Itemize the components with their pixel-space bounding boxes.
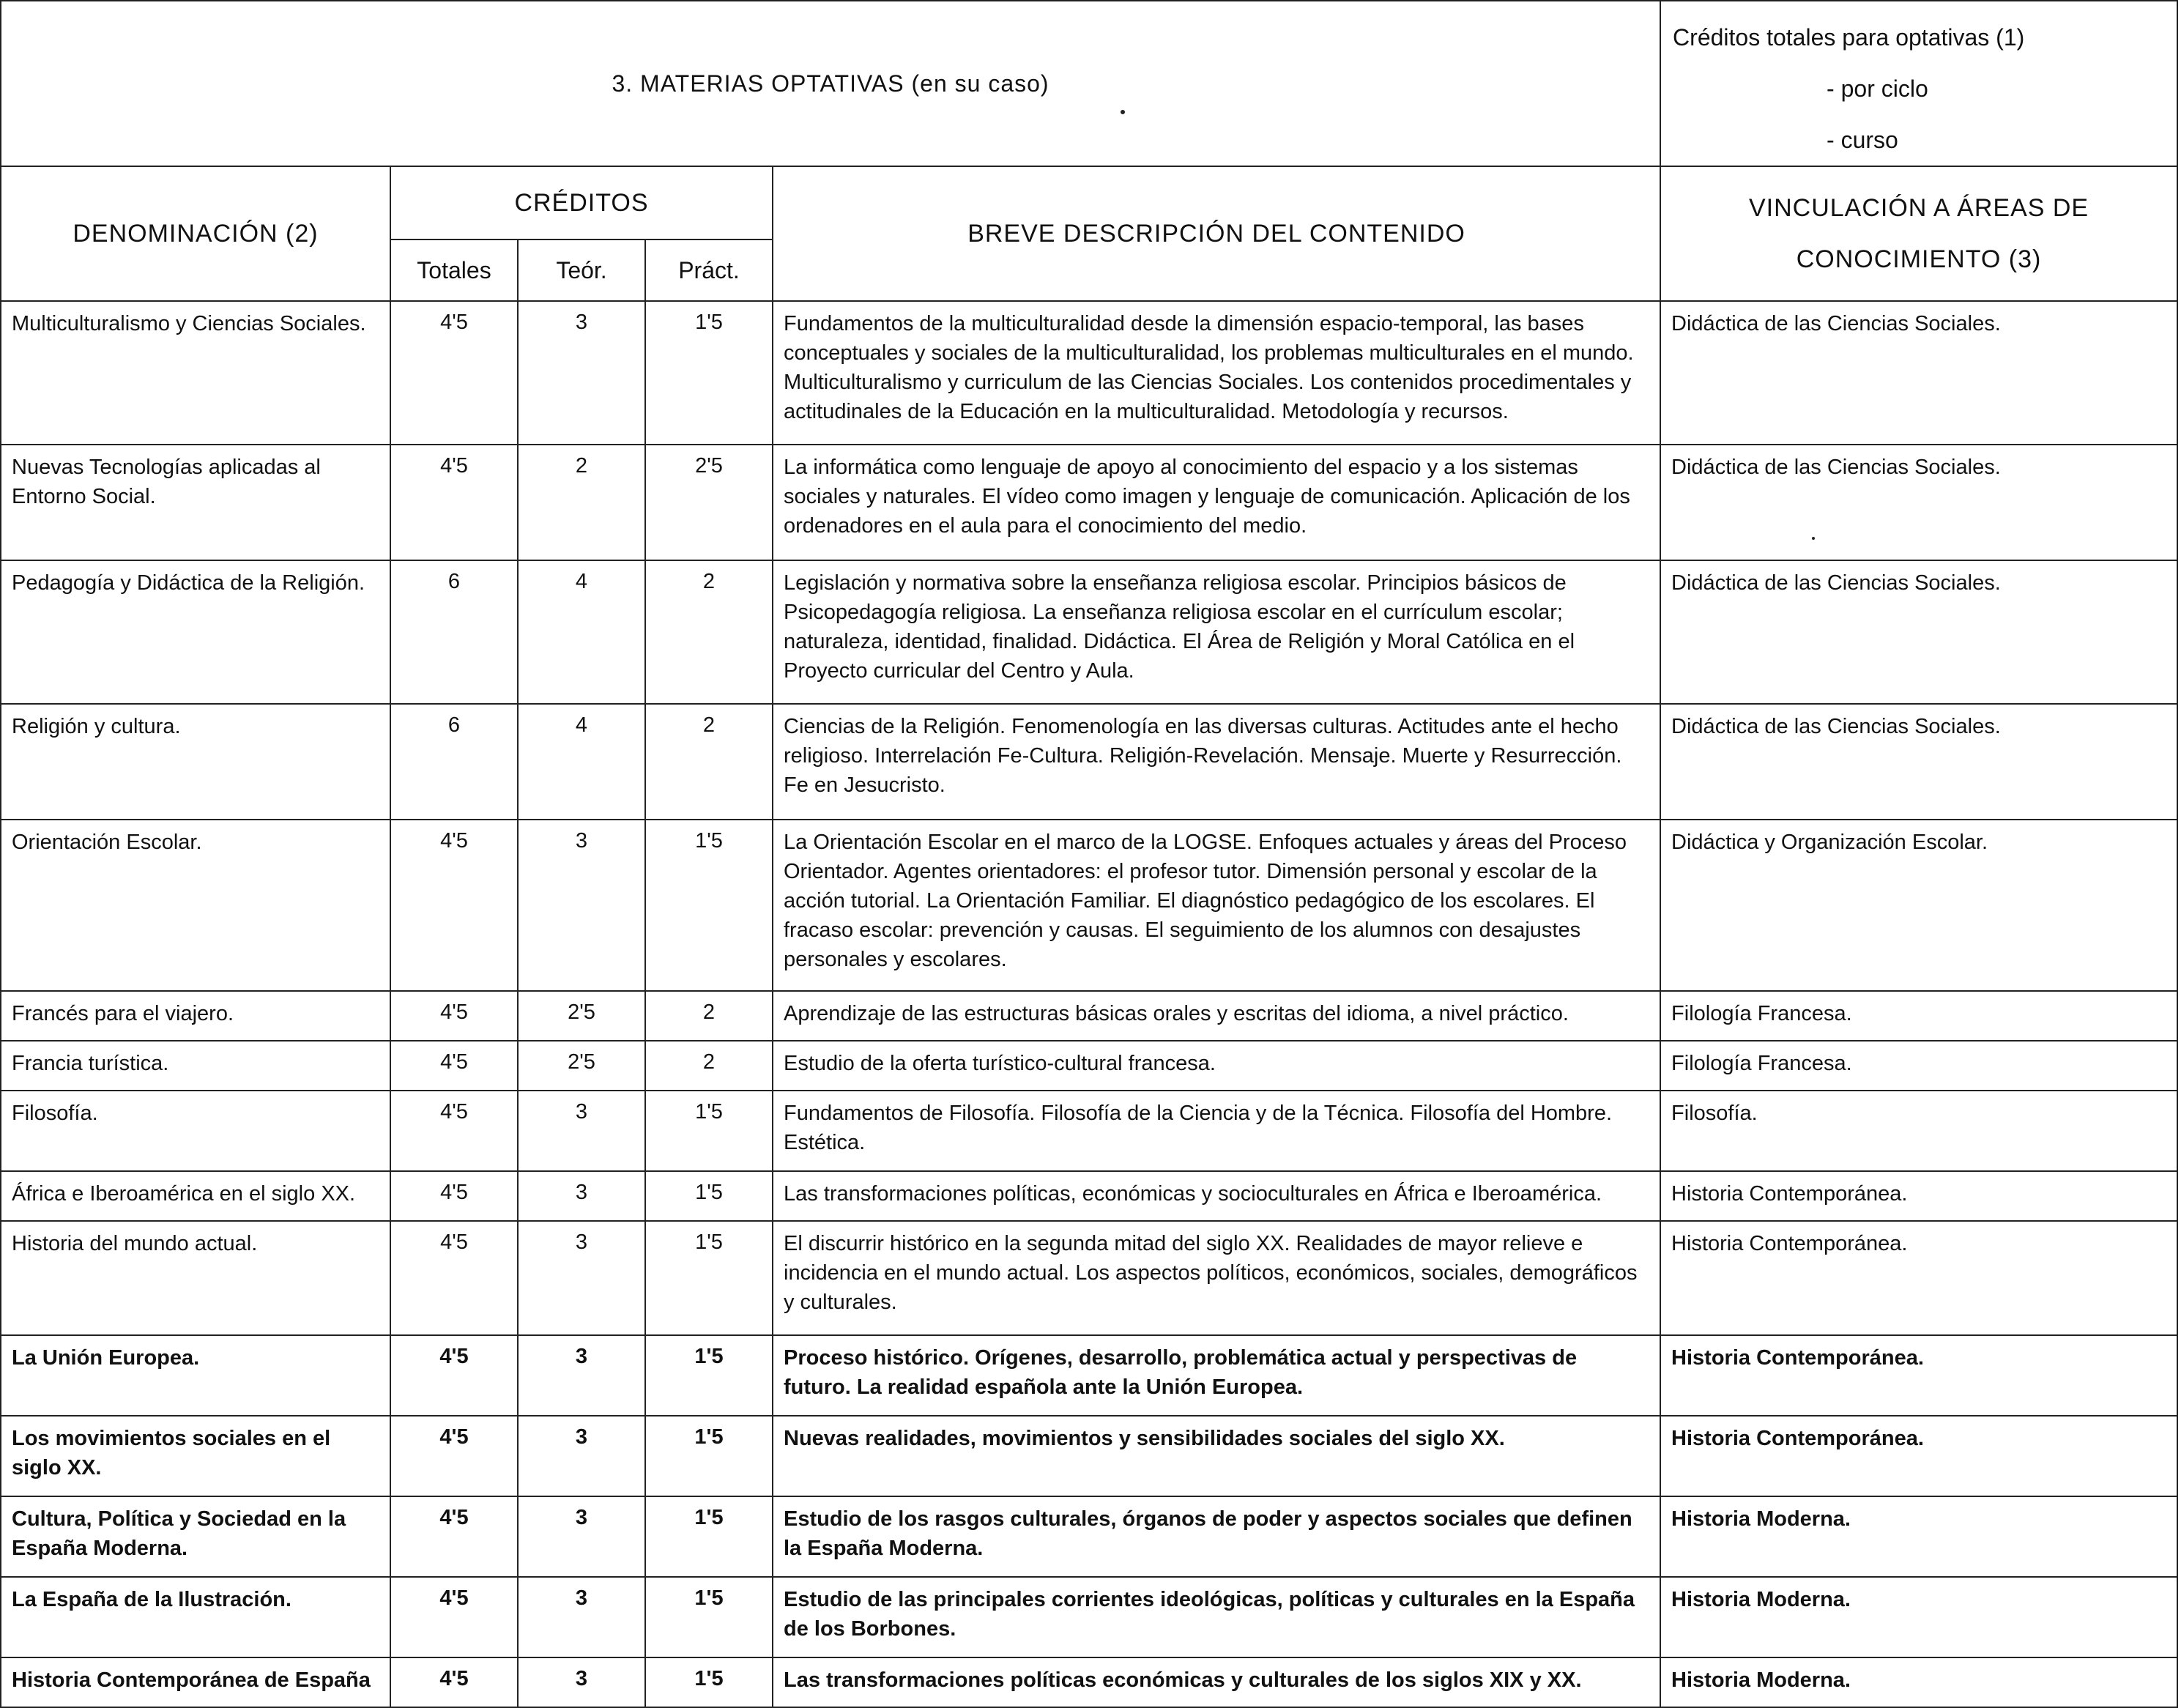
content-description: Estudio de la oferta turístico-cultural francesa. — [773, 1041, 1660, 1091]
content-description: Estudio de las principales corrientes ideológicas, políticas y culturales en la España de los Borbones. — [773, 1577, 1660, 1657]
table-row — [1, 991, 2177, 1041]
content-description: Legislación y normativa sobre la enseñanza religiosa escolar. Principios básicos de Psicopedagogía religiosa. La enseñanza religiosa escolar en el currículum escolar; naturaleza, identidad, finalidad. Didáctica. El Área de Religión y Moral Católica en el Proyecto curricular del Centro y Aula. — [773, 560, 1660, 704]
header-pract: Práct. — [645, 240, 773, 301]
subject-name: Cultura, Política y Sociedad en la España Moderna. — [1, 1496, 390, 1577]
content-description: El discurrir histórico en la segunda mitad del siglo XX. Realidades de mayor relieve e incidencia en el mundo actual. Los aspectos políticos, económicos, sociales, demográficos y culturales. — [773, 1221, 1660, 1335]
subject-name: Pedagogía y Didáctica de la Religión. — [1, 560, 390, 704]
subject-name: Historia del mundo actual. — [1, 1221, 390, 1335]
subject-name: Francés para el viajero. — [1, 991, 390, 1041]
credits-pract: 1'5 — [645, 1221, 773, 1335]
knowledge-area: Historia Contemporánea. — [1660, 1171, 2177, 1221]
credits-totales: 4'5 — [390, 1657, 518, 1707]
credits-totales: 4'5 — [390, 1221, 518, 1335]
knowledge-area: Filosofía. — [1660, 1091, 2177, 1171]
credits-pract: 2 — [645, 991, 773, 1041]
content-description: La Orientación Escolar en el marco de la LOGSE. Enfoques actuales y áreas del Proceso Orientador. Agentes orientadores: el profesor tutor. Dimensión personal y escolar de la acción tutorial. La Orientación Familiar. El diagnóstico pedagógico de los escolares. El fracaso escolar: prevención y causas. El seguimiento de los alumnos con desajustes personales y escolares. — [773, 820, 1660, 991]
knowledge-area: Historia Moderna. — [1660, 1496, 2177, 1577]
content-description: Fundamentos de la multiculturalidad desde la dimensión espacio-temporal, las bases conceptuales y sociales de la multiculturalidad, los problemas multiculturales en el mundo. Multiculturalismo y curriculum de las Ciencias Sociales. Los contenidos procedimentales y actitudinales de la Educación en la multiculturalidad. Metodología y recursos. — [773, 301, 1660, 445]
credits-totales: 4'5 — [390, 1335, 518, 1416]
knowledge-area: Historia Contemporánea. — [1660, 1416, 2177, 1496]
content-description: Las transformaciones políticas económicas y culturales de los siglos XIX y XX. — [773, 1657, 1660, 1707]
credits-teor: 3 — [518, 820, 645, 991]
table-row — [1, 1496, 2177, 1577]
credits-pract: 1'5 — [645, 1577, 773, 1657]
knowledge-area: Didáctica de las Ciencias Sociales. — [1660, 704, 2177, 820]
knowledge-area: Filología Francesa. — [1660, 991, 2177, 1041]
title-row — [1, 1, 2177, 166]
credits-box — [1660, 1, 2177, 166]
credits-teor: 3 — [518, 1416, 645, 1496]
table-row — [1, 1171, 2177, 1221]
table-row — [1, 301, 2177, 445]
credits-pract: 2 — [645, 704, 773, 820]
credits-pract: 1'5 — [645, 1335, 773, 1416]
subject-name: La Unión Europea. — [1, 1335, 390, 1416]
credits-teor: 3 — [518, 1171, 645, 1221]
subject-name: África e Iberoamérica en el siglo XX. — [1, 1171, 390, 1221]
credits-totales: 4'5 — [390, 1171, 518, 1221]
credits-totales: 4'5 — [390, 820, 518, 991]
credits-totales: 4'5 — [390, 1416, 518, 1496]
scan-speck — [1121, 110, 1125, 114]
credits-totales: 4'5 — [390, 301, 518, 445]
column-header-row — [1, 166, 2177, 240]
table-row — [1, 445, 2177, 560]
credits-teor: 2 — [518, 445, 645, 560]
content-description: Aprendizaje de las estructuras básicas orales y escritas del idioma, a nivel práctico. — [773, 991, 1660, 1041]
credits-pract: 1'5 — [645, 1657, 773, 1707]
credits-teor: 3 — [518, 1496, 645, 1577]
page-title-text: 3. MATERIAS OPTATIVAS (en su caso) — [612, 70, 1049, 97]
credits-totales: 6 — [390, 704, 518, 820]
credits-pract: 1'5 — [645, 301, 773, 445]
content-description: Nuevas realidades, movimientos y sensibilidades sociales del siglo XX. — [773, 1416, 1660, 1496]
credits-teor: 3 — [518, 1577, 645, 1657]
header-denominacion: DENOMINACIÓN (2) — [1, 166, 390, 301]
knowledge-area: Didáctica de las Ciencias Sociales. — [1660, 560, 2177, 704]
subject-name: Multiculturalismo y Ciencias Sociales. — [1, 301, 390, 445]
credits-teor: 3 — [518, 301, 645, 445]
credits-totales: 4'5 — [390, 991, 518, 1041]
credits-teor: 3 — [518, 1091, 645, 1171]
header-descripcion: BREVE DESCRIPCIÓN DEL CONTENIDO — [773, 166, 1660, 301]
content-description: La informática como lenguaje de apoyo al conocimiento del espacio y a los sistemas sociales y naturales. El vídeo como imagen y lenguaje de comunicación. Aplicación de los ordenadores en el aula para el conocimiento del medio. — [773, 445, 1660, 560]
credits-teor: 2'5 — [518, 1041, 645, 1091]
page-title — [1, 1, 1660, 166]
table-row — [1, 1221, 2177, 1335]
knowledge-area: Didáctica de las Ciencias Sociales. — [1660, 445, 2177, 560]
subject-name: La España de la Ilustración. — [1, 1577, 390, 1657]
table-row — [1, 1657, 2177, 1707]
subject-name: Filosofía. — [1, 1091, 390, 1171]
table-row — [1, 1335, 2177, 1416]
content-description: Ciencias de la Religión. Fenomenología en las diversas culturas. Actitudes ante el hecho religioso. Interrelación Fe-Cultura. Religión-Revelación. Mensaje. Muerte y Resurrección. Fe en Jesucristo. — [773, 704, 1660, 820]
credits-pract: 1'5 — [645, 1171, 773, 1221]
header-teor: Teór. — [518, 240, 645, 301]
subject-name: Los movimientos sociales en el siglo XX. — [1, 1416, 390, 1496]
content-description: Estudio de los rasgos culturales, órganos de poder y aspectos sociales que definen la España Moderna. — [773, 1496, 1660, 1577]
credits-totales: 4'5 — [390, 1577, 518, 1657]
table-row — [1, 1041, 2177, 1091]
credits-totales: 4'5 — [390, 1091, 518, 1171]
table-row — [1, 820, 2177, 991]
header-vinculacion-line2: CONOCIMIENTO (3) — [1796, 245, 2042, 273]
credits-pract: 1'5 — [645, 1091, 773, 1171]
credits-teor: 3 — [518, 1221, 645, 1335]
credits-teor: 3 — [518, 1335, 645, 1416]
credits-teor: 4 — [518, 704, 645, 820]
credits-teor: 2'5 — [518, 991, 645, 1041]
credits-totales: 4'5 — [390, 445, 518, 560]
header-vinculacion — [1660, 166, 2177, 301]
knowledge-area: Didáctica y Organización Escolar. — [1660, 820, 2177, 991]
credits-pract: 1'5 — [645, 1496, 773, 1577]
knowledge-area: Didáctica de las Ciencias Sociales. — [1660, 301, 2177, 445]
knowledge-area: Filología Francesa. — [1660, 1041, 2177, 1091]
credits-pract: 2 — [645, 1041, 773, 1091]
header-totales: Totales — [390, 240, 518, 301]
per-course-label: - curso — [1827, 127, 1898, 153]
subject-name: Historia Contemporánea de España — [1, 1657, 390, 1707]
credits-pract: 2'5 — [645, 445, 773, 560]
credits-teor: 3 — [518, 1657, 645, 1707]
knowledge-area: Historia Contemporánea. — [1660, 1335, 2177, 1416]
credits-pract: 2 — [645, 560, 773, 704]
header-vinculacion-line1: VINCULACIÓN A ÁREAS DE — [1748, 194, 2089, 222]
table-row — [1, 560, 2177, 704]
knowledge-area: Historia Moderna. — [1660, 1577, 2177, 1657]
table-row — [1, 1091, 2177, 1171]
header-creditos: CRÉDITOS — [390, 166, 773, 240]
scan-speck — [1812, 537, 1815, 540]
subject-name: Francia turística. — [1, 1041, 390, 1091]
credits-pract: 1'5 — [645, 820, 773, 991]
subject-name: Nuevas Tecnologías aplicadas al Entorno Social. — [1, 445, 390, 560]
subject-name: Religión y cultura. — [1, 704, 390, 820]
credits-total-label: Créditos totales para optativas (1) — [1673, 24, 2025, 51]
credits-totales: 4'5 — [390, 1041, 518, 1091]
table-row — [1, 704, 2177, 820]
content-description: Fundamentos de Filosofía. Filosofía de la Ciencia y de la Técnica. Filosofía del Hombre. Estética. — [773, 1091, 1660, 1171]
knowledge-area: Historia Contemporánea. — [1660, 1221, 2177, 1335]
content-description: Las transformaciones políticas, económicas y socioculturales en África e Iberoamérica. — [773, 1171, 1660, 1221]
credits-totales: 4'5 — [390, 1496, 518, 1577]
credits-pract: 1'5 — [645, 1416, 773, 1496]
per-cycle-label: - por ciclo — [1827, 75, 1928, 102]
credits-teor: 4 — [518, 560, 645, 704]
subject-name: Orientación Escolar. — [1, 820, 390, 991]
content-description: Proceso histórico. Orígenes, desarrollo, problemática actual y perspectivas de futuro. La realidad española ante la Unión Europea. — [773, 1335, 1660, 1416]
knowledge-area: Historia Moderna. — [1660, 1657, 2177, 1707]
credits-totales: 6 — [390, 560, 518, 704]
table-row — [1, 1577, 2177, 1657]
table-row — [1, 1416, 2177, 1496]
